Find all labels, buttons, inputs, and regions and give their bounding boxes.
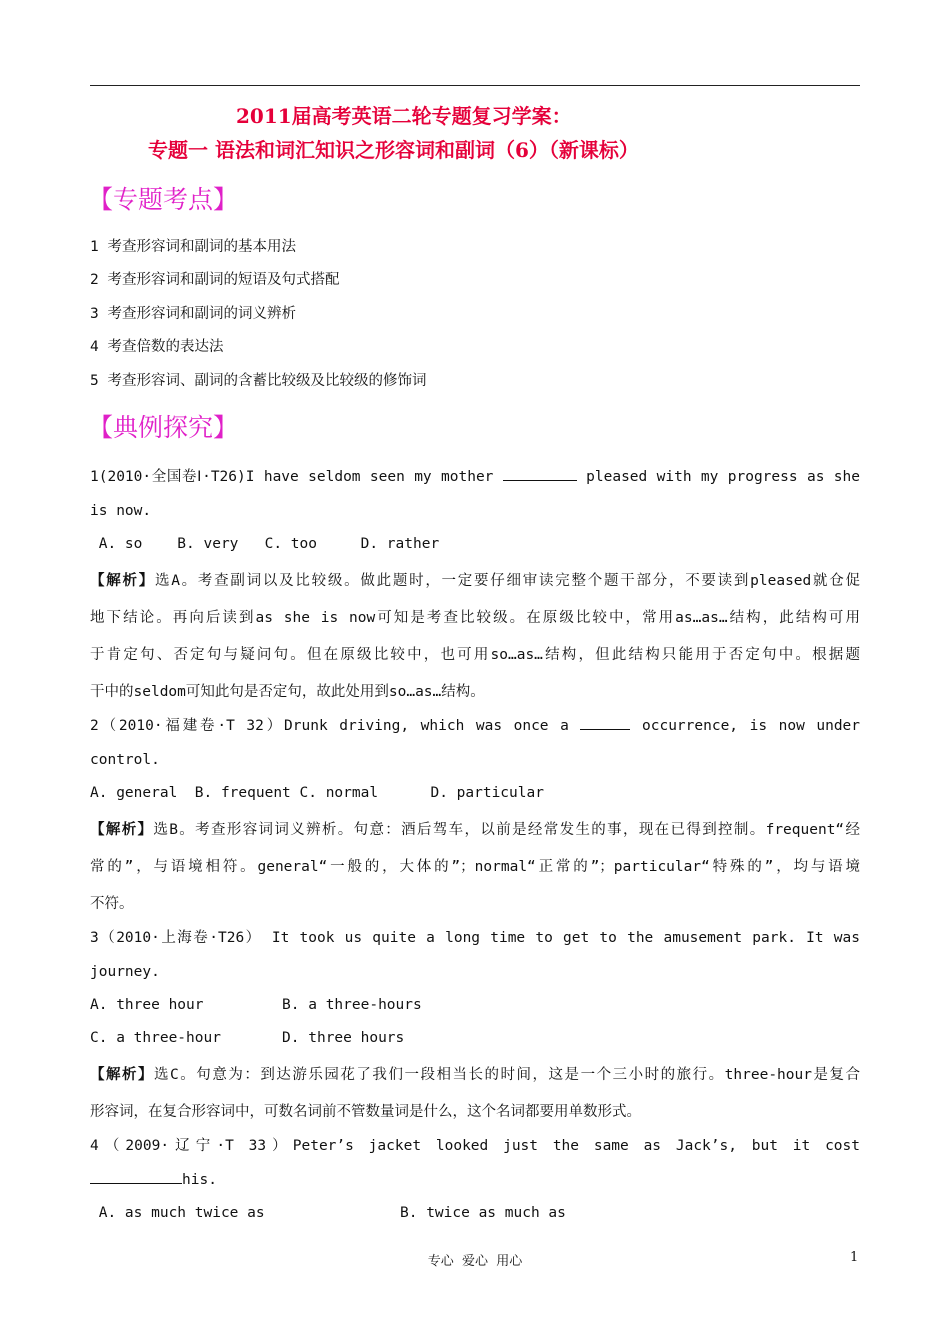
doc-title-line2: 专题一 语法和词汇知识之形容词和副词（6）（新课标）: [148, 138, 639, 162]
q3-options: A. three hour B. a three-hours: [90, 997, 422, 1013]
header-rule: [90, 85, 860, 86]
q3-options: C. a three-hour D. three hours: [90, 1030, 405, 1046]
key-point-item: 4 考查倍数的表达法: [90, 339, 224, 355]
q2-analysis: 常的”，与语境相符。general“一般的，大体的”；normal“正常的”；particular“特殊的”，均与语境: [90, 859, 860, 875]
key-point-item: 5 考查形容词、副词的含蓄比较级及比较级的修饰词: [90, 373, 427, 389]
q1-analysis: 于肯定句、否定句与疑问句。但在原级比较中，也可用so…as…结构，但此结构只能用于否定句中。根据题: [90, 647, 860, 663]
answer-blank: [503, 468, 577, 481]
q2-options: A. general B. frequent C. normal D. particular: [90, 785, 544, 801]
q1-analysis: 干中的seldom可知此句是否定句，故此处用到so…as…结构。: [90, 684, 485, 700]
q1-analysis: 【解析】选A。考查副词以及比较级。做此题时，一定要仔细审读完整个题干部分，不要读到pleased就仓促: [90, 573, 860, 589]
q1-options: A. so B. very C. too D. rather: [90, 536, 440, 552]
q1-analysis: 地下结论。再向后读到as she is now可知是考查比较级。在原级比较中，常用as…as…结构，此结构可用: [90, 610, 860, 626]
doc-title-line1: 2011届高考英语二轮专题复习学案：: [236, 104, 572, 128]
q4-stem: 4（2009·辽宁·T 33）Peter’s jacket looked just the same as Jack’s, but it cost: [90, 1138, 860, 1154]
page-footer: 专心 爱心 用心: [427, 1254, 523, 1269]
q1-stem-cont: is now.: [90, 503, 152, 519]
q4-option-b: B. twice as much as: [400, 1205, 566, 1221]
q3-stem-cont: journey.: [90, 964, 160, 980]
page-number: 1: [850, 1250, 859, 1265]
q2-stem-cont: control.: [90, 752, 160, 768]
answer-blank: [580, 717, 630, 730]
section-heading-key-points: 【专题考点】: [88, 185, 239, 214]
key-point-item: 3 考查形容词和副词的词义辨析: [90, 306, 296, 322]
q2-stem: 2（2010·福建卷·T 32）Drunk driving, which was once a occurrence, is now under: [90, 718, 861, 734]
q4-stem-cont: his.: [90, 1171, 217, 1188]
q2-analysis: 不符。: [90, 896, 134, 912]
q3-analysis: 形容词，在复合形容词中，可数名词前不管数量词是什么，这个名词都要用单数形式。: [90, 1104, 641, 1120]
q3-stem: 3（2010·上海卷·T26） It took us quite a long time to get to the amusement park. It was: [90, 930, 860, 946]
q3-analysis: 【解析】选C。句意为：到达游乐园花了我们一段相当长的时间，这是一个三小时的旅行。three-hour是复合: [90, 1067, 860, 1083]
answer-blank: [90, 1171, 182, 1184]
key-point-item: 1 考查形容词和副词的基本用法: [90, 239, 296, 255]
q4-option-a: A. as much twice as: [90, 1205, 265, 1221]
key-point-item: 2 考查形容词和副词的短语及句式搭配: [90, 272, 340, 288]
q1-stem: 1(2010·全国卷Ⅰ·T26)I have seldom seen my mother pleased with my progress as she: [90, 469, 860, 485]
section-heading-examples: 【典例探究】: [88, 413, 239, 442]
q2-analysis: 【解析】选B。考查形容词词义辨析。句意：酒后驾车，以前是经常发生的事，现在已得到控制。frequent“经: [90, 822, 861, 838]
